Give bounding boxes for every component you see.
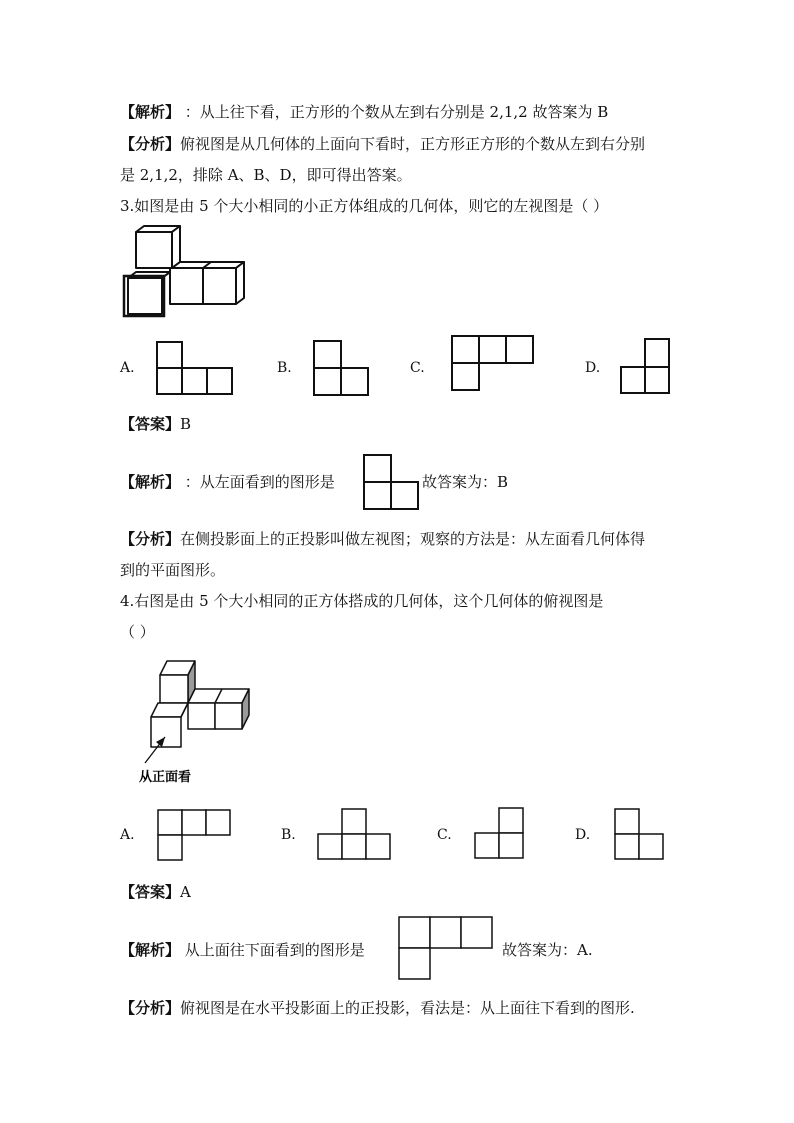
q4-analysis-figure xyxy=(397,915,495,981)
q4-question-line1: 4.右图是由 5 个大小相同的正方体搭成的几何体，这个几何体的俯视图是 xyxy=(120,592,604,610)
q3-comment xyxy=(120,529,645,549)
q4-comment xyxy=(120,998,635,1018)
q3-answer-value: B xyxy=(180,415,192,433)
q3-comment-line2: 到的平面图形。 xyxy=(120,561,226,579)
answer-tag: 【答案】 xyxy=(120,415,181,433)
q3-option-d-figure xyxy=(619,337,673,397)
q4-option-b-figure xyxy=(317,807,393,861)
q3-analysis-suffix: 故答案为：B xyxy=(422,473,509,491)
q4-answer xyxy=(120,882,191,902)
q3-answer xyxy=(120,414,191,434)
q4-analysis-suffix: 故答案为：A. xyxy=(502,941,593,959)
q3-question: 3.如图是由 5 个大小相同的小正方体组成的几何体，则它的左视图是（ ） xyxy=(120,197,609,215)
comment-tag: 【分析】 xyxy=(120,135,181,153)
block1-comment xyxy=(120,134,645,154)
q3-option-a-label[interactable]: A. xyxy=(120,360,135,376)
q3-analysis-text: ：从左面看到的图形是 xyxy=(180,473,335,491)
q4-option-a-figure xyxy=(156,808,234,862)
comment-tag: 【分析】 xyxy=(120,999,181,1017)
q3-option-c-figure xyxy=(450,334,536,392)
q3-option-a-figure xyxy=(155,340,235,396)
q4-answer-value: A xyxy=(180,883,191,901)
analysis-text: ：从上往下看，正方形的个数从左到右分别是 2,1,2 故答案为 B xyxy=(180,103,609,121)
q4-comment-text: 俯视图是在水平投影面上的正投影，看法是：从上面往下看到的图形. xyxy=(180,999,635,1017)
q4-option-d-label[interactable]: D. xyxy=(575,827,591,843)
q4-analysis xyxy=(120,940,365,960)
q4-cube-figure xyxy=(135,655,265,790)
q4-option-a-label[interactable]: A. xyxy=(120,827,135,843)
q3-option-d-label[interactable]: D. xyxy=(585,360,601,376)
q3-option-c-label[interactable]: C. xyxy=(410,360,425,376)
comment-tag: 【分析】 xyxy=(120,530,181,548)
analysis-tag: 【解析】 xyxy=(120,473,181,491)
q4-option-c-figure xyxy=(474,806,526,860)
answer-tag: 【答案】 xyxy=(120,883,181,901)
q3-analysis-figure xyxy=(362,453,420,511)
q3-analysis xyxy=(120,472,335,492)
q3-option-b-figure xyxy=(312,339,370,397)
block1-analysis xyxy=(120,102,608,122)
q3-cube-figure xyxy=(120,222,250,318)
analysis-tag: 【解析】 xyxy=(120,103,181,121)
q4-analysis-text: 从上面往下面看到的图形是 xyxy=(180,941,365,959)
q4-figure-caption: 从正面看 xyxy=(139,770,192,785)
q4-option-b-label[interactable]: B. xyxy=(281,827,296,843)
q4-option-d-figure xyxy=(613,807,667,861)
block1-comment-line2: 是 2,1,2，排除 A、B、D，即可得出答案。 xyxy=(120,166,412,184)
q3-comment-text: 在侧投影面上的正投影叫做左视图；观察的方法是：从左面看几何体得 xyxy=(180,530,646,548)
comment-text: 俯视图是从几何体的上面向下看时，正方形正方形的个数从左到右分别 xyxy=(180,135,646,153)
analysis-tag: 【解析】 xyxy=(120,941,181,959)
q4-question-line2: （ ） xyxy=(120,623,155,641)
q4-option-c-label[interactable]: C. xyxy=(437,827,452,843)
q3-option-b-label[interactable]: B. xyxy=(277,360,292,376)
